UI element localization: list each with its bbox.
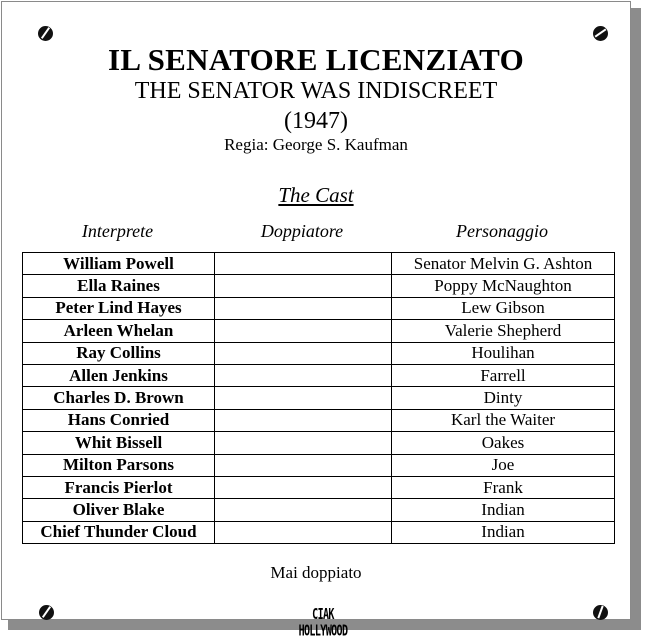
card-shadow-right <box>631 8 641 628</box>
character-cell: Karl the Waiter <box>392 409 615 431</box>
table-row <box>23 432 615 454</box>
actor-cell: Peter Lind Hayes <box>23 297 215 319</box>
screw-icon <box>593 26 608 41</box>
dubber-cell <box>215 521 392 543</box>
character-cell: Indian <box>392 521 615 543</box>
dubber-cell <box>215 275 392 297</box>
column-header-dubber: Doppiatore <box>260 221 344 241</box>
dubber-cell <box>215 297 392 319</box>
character-cell: Dinty <box>392 387 615 409</box>
actor-cell: Charles D. Brown <box>23 387 215 409</box>
director-credit: Regia: George S. Kaufman <box>224 135 408 154</box>
cast-table <box>22 252 615 544</box>
dubber-cell <box>215 253 392 275</box>
character-cell: Senator Melvin G. Ashton <box>392 253 615 275</box>
table-row <box>23 387 615 409</box>
table-row <box>23 454 615 476</box>
actor-cell: Hans Conried <box>23 409 215 431</box>
actor-cell: Francis Pierlot <box>23 476 215 498</box>
dubbing-note: Mai doppiato <box>270 563 362 582</box>
table-row <box>23 499 615 521</box>
table-row <box>23 409 615 431</box>
character-cell: Farrell <box>392 364 615 386</box>
dubber-cell <box>215 387 392 409</box>
actor-cell: Ella Raines <box>23 275 215 297</box>
ciak-hollywood-logo: CIAK HOLLYWOOD <box>298 607 348 640</box>
table-row <box>23 476 615 498</box>
column-header-actor: Interprete <box>81 221 154 241</box>
screw-icon <box>593 605 608 620</box>
table-row <box>23 364 615 386</box>
table-row <box>23 253 615 275</box>
dubber-cell <box>215 364 392 386</box>
actor-cell: Chief Thunder Cloud <box>23 521 215 543</box>
actor-cell: Ray Collins <box>23 342 215 364</box>
table-row <box>23 342 615 364</box>
character-cell: Joe <box>392 454 615 476</box>
cast-plaque <box>1 1 631 640</box>
dubber-cell <box>215 342 392 364</box>
dubber-cell <box>215 432 392 454</box>
actor-cell: Milton Parsons <box>23 454 215 476</box>
character-cell: Poppy McNaughton <box>392 275 615 297</box>
dubber-cell <box>215 499 392 521</box>
actor-cell: William Powell <box>23 253 215 275</box>
dubber-cell <box>215 476 392 498</box>
table-row <box>23 275 615 297</box>
cast-heading: The Cast <box>278 183 354 207</box>
dubber-cell <box>215 454 392 476</box>
table-row <box>23 521 615 543</box>
screw-icon <box>38 26 53 41</box>
character-cell: Houlihan <box>392 342 615 364</box>
character-cell: Lew Gibson <box>392 297 615 319</box>
original-title: THE SENATOR WAS INDISCREET <box>134 78 498 104</box>
table-row <box>23 320 615 342</box>
screw-icon <box>39 605 54 620</box>
character-cell: Oakes <box>392 432 615 454</box>
page-title: IL SENATORE LICENZIATO <box>107 42 525 77</box>
dubber-cell <box>215 320 392 342</box>
release-year: (1947) <box>284 108 348 134</box>
actor-cell: Whit Bissell <box>23 432 215 454</box>
character-cell: Frank <box>392 476 615 498</box>
table-row <box>23 297 615 319</box>
actor-cell: Allen Jenkins <box>23 364 215 386</box>
column-header-character: Personaggio <box>456 221 548 241</box>
actor-cell: Oliver Blake <box>23 499 215 521</box>
dubber-cell <box>215 409 392 431</box>
actor-cell: Arleen Whelan <box>23 320 215 342</box>
character-cell: Valerie Shepherd <box>392 320 615 342</box>
character-cell: Indian <box>392 499 615 521</box>
